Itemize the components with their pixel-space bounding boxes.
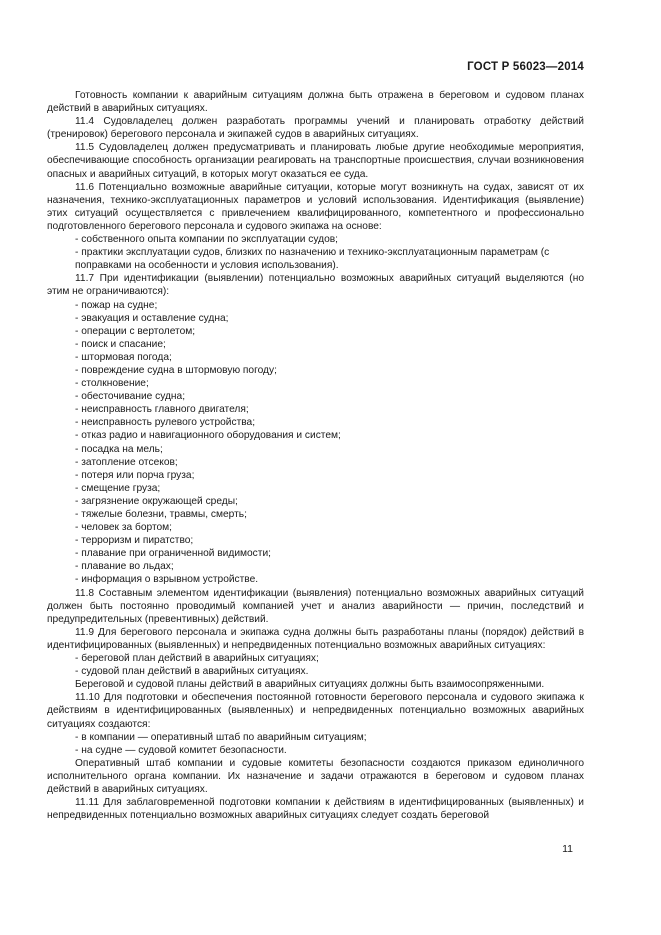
list-item: - судовой план действий в аварийных ситуациях. bbox=[75, 666, 309, 678]
list-item: - плавание при ограниченной видимости; bbox=[75, 548, 271, 560]
list-item: - пожар на судне; bbox=[75, 299, 158, 311]
list-item: - терроризм и пиратство; bbox=[75, 535, 194, 547]
paragraph: 11.10 Для подготовки и обеспечения постоянной готовности берегового персонала и судового экипажа к действиям в идентифицированных (выявленных) и непредвиденных потенциально возможных аварийных ситуациях создаются: bbox=[47, 692, 584, 730]
list-item: - столкновение; bbox=[75, 378, 149, 390]
paragraph: 11.9 Для берегового персонала и экипажа судна должны быть разработаны планы (порядок) действий в идентифицированных (выявленных) и непредвиденных потенциально возможных аварийных ситуациях: bbox=[47, 626, 584, 651]
list-item: - потеря или порча груза; bbox=[75, 469, 195, 481]
list-item: - неисправность рулевого устройства; bbox=[75, 417, 256, 429]
list-item: - практики эксплуатации судов, близких по назначению и технико-эксплуатационным параметрам (с поправками на особенности и условия использования). bbox=[75, 247, 550, 272]
list-item: - информация о взрывном устройстве. bbox=[75, 574, 259, 586]
list-item: - посадка на мель; bbox=[75, 443, 163, 455]
list-item: - береговой план действий в аварийных ситуациях; bbox=[75, 653, 319, 665]
list-item: - тяжелые болезни, травмы, смерть; bbox=[75, 509, 247, 520]
document-body bbox=[47, 89, 584, 822]
paragraph: 11.11 Для заблаговременной подготовки компании к действиям в идентифицированных (выявленных) и непредвиденных потенциально возможных аварийных ситуациях следует создать береговой bbox=[47, 797, 584, 822]
paragraph: Оперативный штаб компании и судовые комитеты безопасности создаются приказом единоличного исполнительного органа компании. Их назначение и задачи отражаются в береговом и судовом планах действий в аварийных ситуациях. bbox=[47, 757, 584, 795]
list-item: - отказ радио и навигационного оборудования и систем; bbox=[75, 430, 341, 442]
paragraph: 11.5 Судовладелец должен предусматривать и планировать любые другие необходимые мероприятия, обеспечивающие способность организации реагировать на транспортные происшествия, случаи возникновения опасных и аварийных ситуаций, в которых могут оказаться ее суда. bbox=[47, 142, 584, 180]
paragraph: Готовность компании к аварийным ситуациям должна быть отражена в береговом и судовом планах действий в аварийных ситуациях. bbox=[47, 90, 584, 115]
list-item: - человек за бортом; bbox=[75, 522, 172, 534]
list-item: - повреждение судна в штормовую погоду; bbox=[75, 364, 277, 376]
paragraph: 11.4 Судовладелец должен разработать программы учений и планировать отработку действий (тренировок) берегового персонала и экипажей судов в аварийных ситуациях. bbox=[47, 116, 584, 141]
list-item: - операции с вертолетом; bbox=[75, 325, 196, 337]
list-item: - эвакуация и оставление судна; bbox=[75, 312, 229, 324]
list-item: - неисправность главного двигателя; bbox=[75, 404, 249, 416]
standard-header: ГОСТ Р 56023—2014 bbox=[467, 61, 584, 73]
paragraph: Береговой и судовой планы действий в аварийных ситуациях должны быть взаимосопряженными. bbox=[75, 679, 545, 691]
paragraph: 11.7 При идентификации (выявлении) потенциально возможных аварийных ситуаций выделяются (но этим не ограничиваются): bbox=[47, 273, 584, 298]
page-number: 11 bbox=[562, 843, 573, 855]
list-item: - на судне — судовой комитет безопасности. bbox=[75, 744, 287, 756]
list-item: - в компании — оперативный штаб по аварийным ситуациям; bbox=[75, 731, 367, 743]
list-item: - обесточивание судна; bbox=[75, 391, 186, 403]
list-item: - штормовая погода; bbox=[75, 351, 172, 363]
list-item: - затопление отсеков; bbox=[75, 456, 178, 468]
list-item: - загрязнение окружающей среды; bbox=[75, 495, 238, 507]
list-item: - смещение груза; bbox=[75, 482, 161, 494]
paragraph: 11.8 Составным элементом идентификации (выявления) потенциально возможных аварийных ситуаций должен быть постоянно проводимый компанией учет и анализ аварийности — причин, последствий и предупредительных (превентивных) действий. bbox=[47, 587, 584, 625]
paragraph: 11.6 Потенциально возможные аварийные ситуации, которые могут возникнуть на судах, зависят от их назначения, технико-эксплуатационных параметров и условий использования. Идентификация (выявление) этих ситуаций осуществляется с привлечением квалифицированного, компетентного и профессионально подготовленного берегового персонала и судового экипажа на основе: bbox=[47, 181, 584, 232]
list-item: - плавание во льдах; bbox=[75, 561, 174, 573]
list-item: - поиск и спасание; bbox=[75, 338, 166, 350]
list-item: - собственного опыта компании по эксплуатации судов; bbox=[75, 234, 338, 246]
